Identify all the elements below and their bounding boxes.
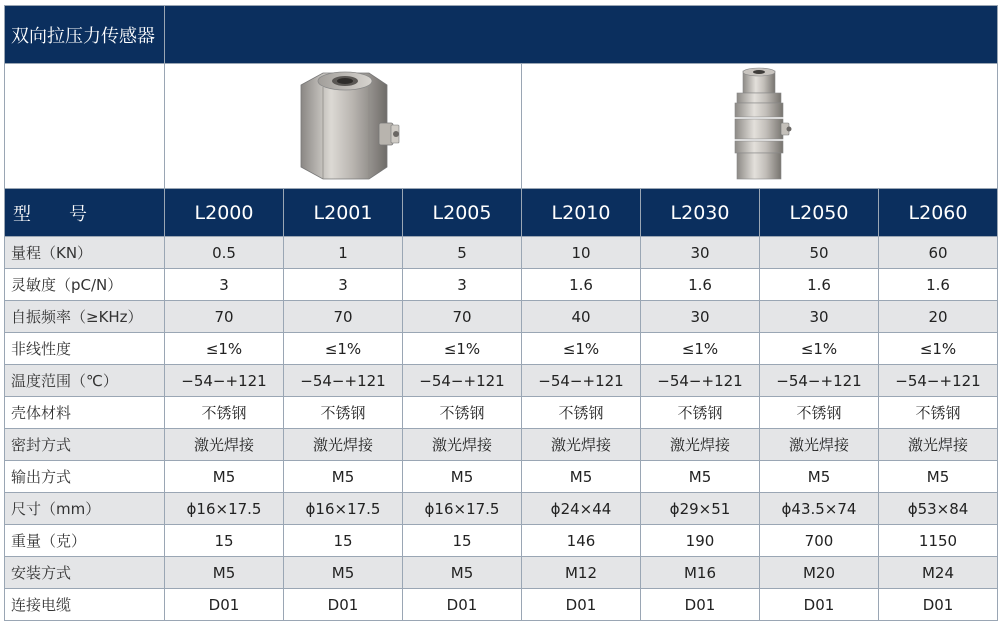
spec-cell: 激光焊接 [641,429,760,461]
spec-cell: M5 [284,557,403,589]
spec-cell: M5 [403,461,522,493]
model-cell: L2010 [522,189,641,237]
hex-sensor-image [283,67,403,185]
spec-cell: ϕ53×84 [879,493,998,525]
spec-cell: 不锈钢 [879,397,998,429]
spec-cell: D01 [284,589,403,621]
spec-cell: ϕ43.5×74 [760,493,879,525]
spec-cell: 30 [641,301,760,333]
spec-cell: 15 [284,525,403,557]
title-row-filler [165,6,998,64]
spec-row [5,493,998,525]
spec-cell: −54−+121 [760,365,879,397]
image-row-label-cell [5,64,165,189]
spec-row-label: 量程（KN） [5,237,165,269]
spec-cell: 激光焊接 [522,429,641,461]
spec-cell: 激光焊接 [284,429,403,461]
spec-cell: M5 [403,557,522,589]
image-row [5,64,998,189]
spec-cell: M5 [879,461,998,493]
spec-cell: 50 [760,237,879,269]
spec-cell: M5 [641,461,760,493]
spec-row-label: 非线性度 [5,333,165,365]
spec-cell: 3 [165,269,284,301]
spec-row [5,397,998,429]
spec-cell: −54−+121 [284,365,403,397]
model-label-right: 号 [69,203,87,225]
spec-cell: 10 [522,237,641,269]
spec-cell: M16 [641,557,760,589]
spec-row [5,301,998,333]
spec-cell: 190 [641,525,760,557]
spec-cell: 700 [760,525,879,557]
spec-cell: 70 [403,301,522,333]
spec-cell: M5 [165,557,284,589]
spec-row [5,461,998,493]
spec-cell: 5 [403,237,522,269]
spec-cell: ≤1% [165,333,284,365]
spec-cell: −54−+121 [403,365,522,397]
spec-cell: M20 [760,557,879,589]
spec-row-label: 连接电缆 [5,589,165,621]
spec-cell: 15 [403,525,522,557]
spec-cell: M24 [879,557,998,589]
spec-cell: M5 [760,461,879,493]
spec-cell: 0.5 [165,237,284,269]
spec-cell: 40 [522,301,641,333]
spec-row-label: 自振频率（≥KHz） [5,301,165,333]
spec-table [4,5,998,621]
page-title: 双向拉压力传感器 [5,6,165,64]
spec-cell: 3 [284,269,403,301]
spec-cell: D01 [522,589,641,621]
spec-cell: D01 [641,589,760,621]
spec-cell: D01 [879,589,998,621]
spec-row-label: 壳体材料 [5,397,165,429]
spec-cell: 70 [165,301,284,333]
spec-cell: 1.6 [879,269,998,301]
spec-cell: 不锈钢 [641,397,760,429]
spec-cell: D01 [165,589,284,621]
spec-cell: 60 [879,237,998,269]
model-cell: L2005 [403,189,522,237]
spec-cell: −54−+121 [879,365,998,397]
spec-cell: ≤1% [284,333,403,365]
model-cell: L2001 [284,189,403,237]
spec-cell: 不锈钢 [403,397,522,429]
spec-cell: ≤1% [403,333,522,365]
hex-sensor-photo [165,64,522,189]
spec-row [5,429,998,461]
spec-row-label: 灵敏度（pC/N） [5,269,165,301]
model-header-row [5,189,998,237]
spec-cell: 20 [879,301,998,333]
spec-cell: 激光焊接 [403,429,522,461]
model-label-left: 型 [13,203,31,225]
spec-cell: 1.6 [522,269,641,301]
spec-cell: 1150 [879,525,998,557]
spec-cell: 3 [403,269,522,301]
spec-cell: −54−+121 [165,365,284,397]
spec-cell: 30 [760,301,879,333]
spec-cell: 146 [522,525,641,557]
spec-cell: 不锈钢 [284,397,403,429]
spec-cell: 激光焊接 [760,429,879,461]
spec-cell: 激光焊接 [165,429,284,461]
spec-cell: D01 [760,589,879,621]
spec-cell: 1 [284,237,403,269]
spec-row-label: 输出方式 [5,461,165,493]
model-cell: L2030 [641,189,760,237]
spec-cell: ϕ29×51 [641,493,760,525]
spec-cell: 30 [641,237,760,269]
spec-cell: 70 [284,301,403,333]
spec-cell: 15 [165,525,284,557]
spec-row-label: 安装方式 [5,557,165,589]
spec-cell: ϕ24×44 [522,493,641,525]
title-row [5,6,998,64]
spec-cell: ϕ16×17.5 [165,493,284,525]
spec-row-label: 温度范围（℃） [5,365,165,397]
spec-cell: M5 [522,461,641,493]
cylindrical-sensor-image [715,67,805,185]
model-header-label [5,189,165,237]
spec-row [5,333,998,365]
spec-row-label: 密封方式 [5,429,165,461]
spec-cell: 1.6 [760,269,879,301]
spec-row [5,365,998,397]
spec-cell: 不锈钢 [165,397,284,429]
spec-cell: M12 [522,557,641,589]
spec-row-label: 尺寸（mm） [5,493,165,525]
spec-cell: M5 [165,461,284,493]
spec-row [5,269,998,301]
spec-row [5,557,998,589]
spec-cell: 不锈钢 [760,397,879,429]
spec-row-label: 重量（克） [5,525,165,557]
spec-cell: −54−+121 [522,365,641,397]
spec-row [5,237,998,269]
cylindrical-sensor-photo [522,64,998,189]
model-cell: L2050 [760,189,879,237]
spec-cell: ≤1% [760,333,879,365]
spec-cell: 激光焊接 [879,429,998,461]
spec-cell: −54−+121 [641,365,760,397]
spec-cell: ϕ16×17.5 [284,493,403,525]
spec-cell: ϕ16×17.5 [403,493,522,525]
spec-row [5,525,998,557]
spec-cell: 1.6 [641,269,760,301]
spec-row [5,589,998,621]
spec-cell: 不锈钢 [522,397,641,429]
spec-cell: M5 [284,461,403,493]
spec-cell: D01 [403,589,522,621]
spec-cell: ≤1% [641,333,760,365]
spec-cell: ≤1% [879,333,998,365]
model-cell: L2000 [165,189,284,237]
spec-cell: ≤1% [522,333,641,365]
model-cell: L2060 [879,189,998,237]
